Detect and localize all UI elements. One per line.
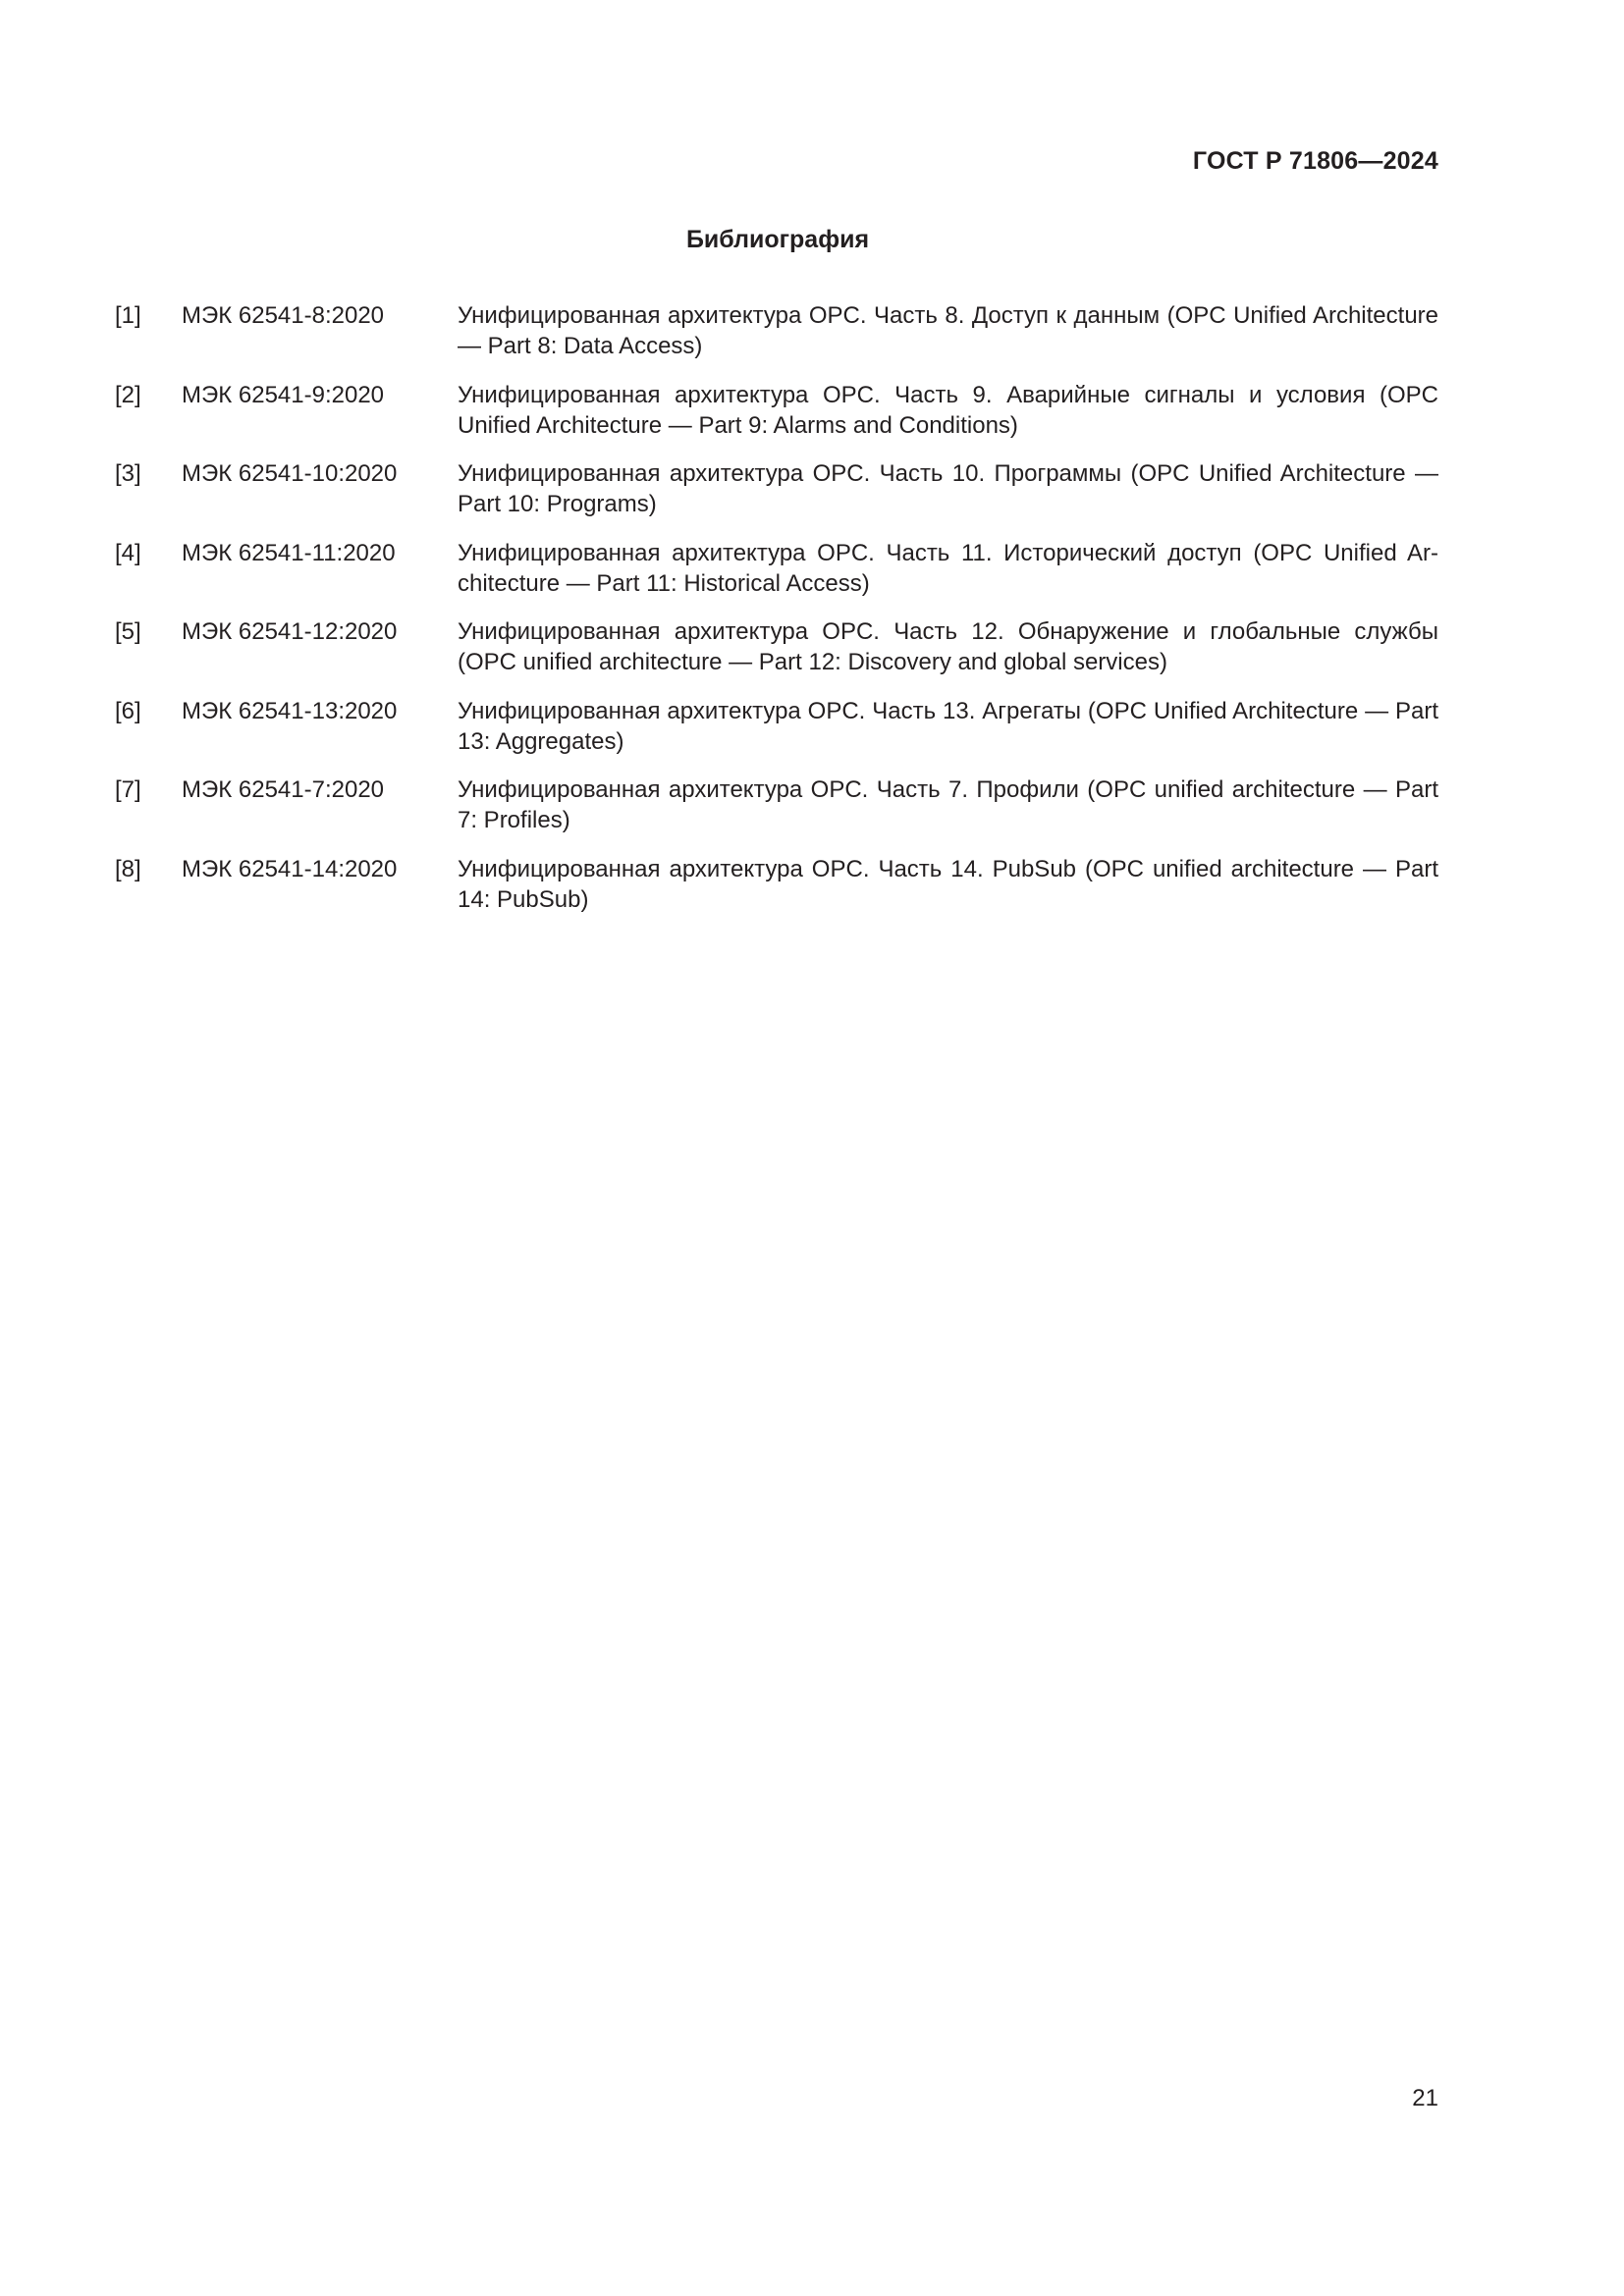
entry-title: Унифицированная архитектура OPC. Часть 13. Агрегаты (OPC Unified Architecture — Part 13: Aggregates) xyxy=(458,697,1438,755)
bibliography-entry xyxy=(115,300,1438,380)
entry-standard: МЭК 62541-8:2020 xyxy=(182,302,385,329)
entry-title: Унифицированная архитектура OPC. Часть 14. PubSub (OPC unified architecture — Part 14: PubSub) xyxy=(458,855,1438,913)
entry-standard: МЭК 62541-11:2020 xyxy=(182,539,396,566)
entry-standard: МЭК 62541-13:2020 xyxy=(182,697,398,724)
bibliography-entry xyxy=(115,774,1438,854)
entry-number: [1] xyxy=(115,302,141,329)
entry-title: Унифицированная архитектура OPC. Часть 12. Обнаружение и глобальные службы (OPC unified architecture — Part 12: Discovery and global services) xyxy=(458,618,1438,675)
document-code: ГОСТ Р 71806—2024 xyxy=(1192,147,1438,175)
entry-standard: МЭК 62541-14:2020 xyxy=(182,855,398,882)
entry-number: [8] xyxy=(115,855,141,882)
entry-number: [2] xyxy=(115,381,141,408)
bibliography-entry xyxy=(115,458,1438,538)
entry-title: Унифицированная архитектура OPC. Часть 10. Программы (OPC Unified Architecture — Part 10: Programs) xyxy=(458,460,1438,517)
entry-standard: МЭК 62541-10:2020 xyxy=(182,460,398,487)
section-title: Библиография xyxy=(685,226,870,253)
bibliography-entry xyxy=(115,538,1438,617)
entry-number: [3] xyxy=(115,460,141,487)
entry-number: [7] xyxy=(115,776,141,803)
bibliography-entry xyxy=(115,380,1438,459)
entry-standard: МЭК 62541-7:2020 xyxy=(182,776,385,803)
bibliography-list xyxy=(115,300,1438,933)
entry-standard: МЭК 62541-9:2020 xyxy=(182,381,385,408)
entry-title: Унифицированная архитектура OPC. Часть 9. Аварийные сигналы и условия (OPC Unified Architecture — Part 9: Alarms and Conditions) xyxy=(458,381,1438,439)
entry-number: [4] xyxy=(115,539,141,566)
entry-number: [5] xyxy=(115,618,141,645)
entry-standard: МЭК 62541-12:2020 xyxy=(182,618,398,645)
entry-title: Унифицированная архитектура OPC. Часть 11. Исторический доступ (OPC Unified Architecture — Part 11: Historical Access) xyxy=(458,539,1438,597)
page-number: 21 xyxy=(1412,2085,1438,2111)
entry-title: Унифицированная архитектура OPC. Часть 8. Доступ к данным (OPC Unified Architecture — Part 8: Data Access) xyxy=(458,302,1438,359)
bibliography-entry xyxy=(115,696,1438,775)
entry-number: [6] xyxy=(115,697,141,724)
bibliography-entry xyxy=(115,616,1438,696)
entry-title: Унифицированная архитектура OPC. Часть 7. Профили (OPC unified architecture — Part 7: Profiles) xyxy=(458,776,1438,833)
bibliography-entry xyxy=(115,854,1438,934)
